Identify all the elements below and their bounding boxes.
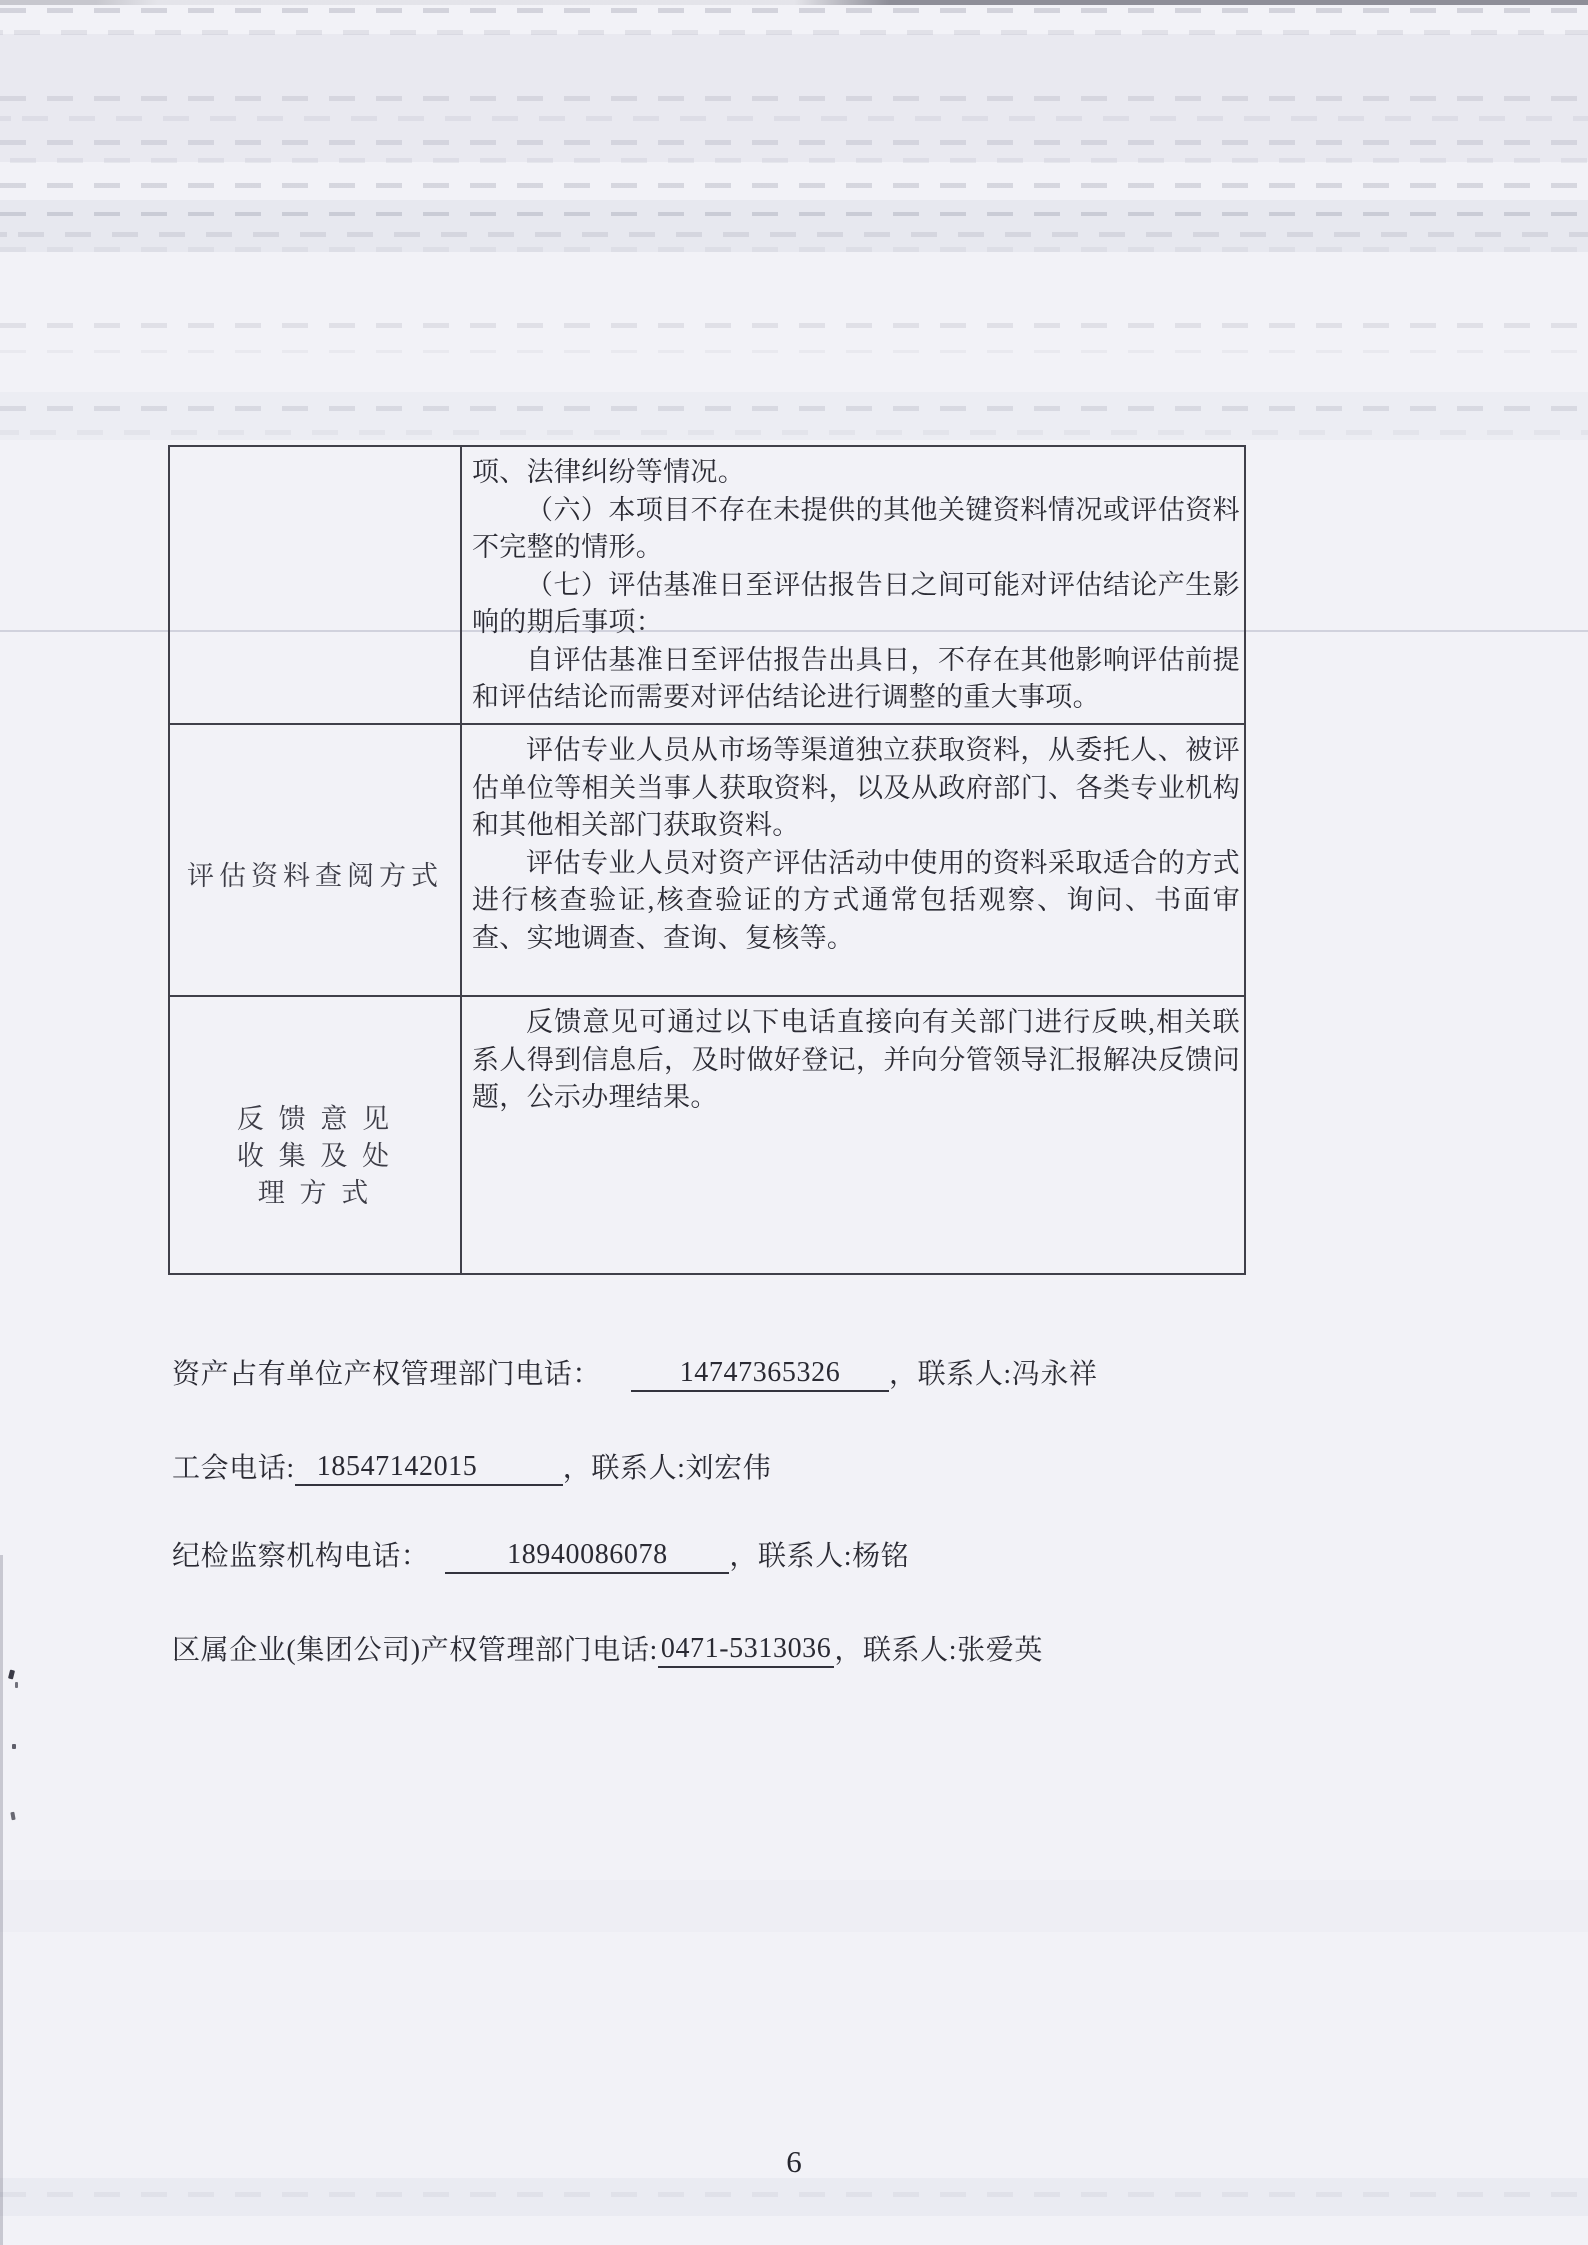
scan-artifact-streak bbox=[0, 350, 1588, 353]
contact-person: ，联系人:杨铭 bbox=[729, 1541, 910, 1572]
contact-label: 区属企业(集团公司)产权管理部门电话: bbox=[172, 1635, 658, 1666]
row-label-line: 收 集 及 处 bbox=[236, 1140, 394, 1171]
row-content-cell bbox=[462, 997, 1244, 1273]
contact-label: 资产占有单位产权管理部门电话： bbox=[172, 1359, 602, 1390]
phone-number-underlined: 18547142015 bbox=[295, 1450, 563, 1486]
table-row-feedback-handling bbox=[170, 995, 1244, 1273]
row-label-line: 理 方 式 bbox=[257, 1177, 373, 1208]
contact-line-district-enterprise bbox=[172, 1628, 1043, 1668]
scan-artifact-streak bbox=[0, 430, 1588, 435]
contact-person: ，联系人:刘宏伟 bbox=[562, 1453, 772, 1484]
scan-artifact-streak bbox=[0, 158, 1588, 163]
row-content-cell bbox=[462, 725, 1244, 995]
contact-person: ，联系人:冯永祥 bbox=[889, 1359, 1098, 1390]
ink-speck bbox=[12, 1744, 16, 1749]
ink-speck bbox=[10, 1812, 15, 1821]
row-label-cell bbox=[170, 725, 462, 995]
scan-artifact-streak bbox=[0, 2192, 1588, 2197]
phone-number-underlined: 18940086078 bbox=[445, 1538, 729, 1574]
table-row-material-review bbox=[170, 723, 1244, 995]
phone-number-underlined: 14747365326 bbox=[631, 1356, 889, 1392]
scan-artifact-streak bbox=[0, 8, 1588, 13]
paragraph: 评估专业人员对资产评估活动中使用的资料采取适合的方式进行核查验证,核查验证的方式通常包括观察、询问、书面审查、实地调查、查询、复核等。 bbox=[472, 847, 1240, 953]
scan-artifact-band bbox=[0, 200, 1588, 252]
assessment-info-table bbox=[168, 445, 1246, 1275]
scan-artifact-streak bbox=[0, 140, 1588, 145]
paragraph: （七）评估基准日至评估报告日之间可能对评估结论产生影响的期后事项： bbox=[472, 569, 1240, 637]
row-content-cell bbox=[462, 447, 1244, 723]
contact-label: 工会电话: bbox=[172, 1453, 295, 1484]
page-number: 6 bbox=[786, 2144, 802, 2179]
contact-line-discipline-inspection bbox=[172, 1534, 909, 1574]
scan-artifact-band bbox=[0, 2178, 1588, 2216]
scan-top-edge-artifact bbox=[0, 0, 1588, 5]
scan-artifact-streak bbox=[0, 96, 1588, 101]
table-row-assessment-notes bbox=[170, 447, 1244, 723]
scan-artifact-streak bbox=[0, 212, 1588, 216]
paragraph: （六）本项目不存在未提供的其他关键资料情况或评估资料不完整的情形。 bbox=[472, 494, 1240, 562]
contact-person: ，联系人:张爱英 bbox=[834, 1635, 1043, 1666]
ink-speck bbox=[8, 1670, 15, 1680]
scan-artifact-streak bbox=[0, 30, 1588, 35]
contact-label: 纪检监察机构电话： bbox=[172, 1541, 430, 1572]
paragraph: 自评估基准日至评估报告出具日，不存在其他影响评估前提和评估结论而需要对评估结论进行调整的重大事项。 bbox=[472, 644, 1240, 712]
scan-artifact-streak bbox=[0, 232, 1588, 237]
scan-artifact-band bbox=[0, 1880, 1588, 1932]
contact-line-labor-union bbox=[172, 1446, 771, 1486]
ink-speck bbox=[15, 1682, 18, 1688]
scan-left-edge-artifact bbox=[0, 1555, 3, 2245]
scan-artifact-streak bbox=[0, 323, 1588, 328]
scan-artifact-streak bbox=[0, 247, 1588, 252]
contact-line-property-dept bbox=[172, 1352, 1098, 1392]
paragraph: 项、法律纠纷等情况。 bbox=[472, 457, 745, 487]
paragraph: 反馈意见可通过以下电话直接向有关部门进行反映,相关联系人得到信息后，及时做好登记，并向分管领导汇报解决反馈问题，公示办理结果。 bbox=[472, 1007, 1240, 1112]
row-label-line: 反 馈 意 见 bbox=[236, 1103, 394, 1134]
row-label-cell bbox=[170, 997, 462, 1273]
paragraph: 评估专业人员从市场等渠道独立获取资料，从委托人、被评估单位等相关当事人获取资料，以及从政府部门、各类专业机构和其他相关部门获取资料。 bbox=[472, 735, 1240, 840]
scan-artifact-streak bbox=[0, 116, 1588, 121]
row-label-text bbox=[237, 1101, 393, 1212]
row-label-text: 评估资料查阅方式 bbox=[187, 860, 443, 891]
row-label-cell-empty bbox=[170, 447, 462, 723]
scan-artifact-streak bbox=[0, 406, 1588, 411]
scan-artifact-streak bbox=[0, 183, 1588, 188]
phone-number-underlined: 0471-5313036 bbox=[658, 1632, 835, 1668]
